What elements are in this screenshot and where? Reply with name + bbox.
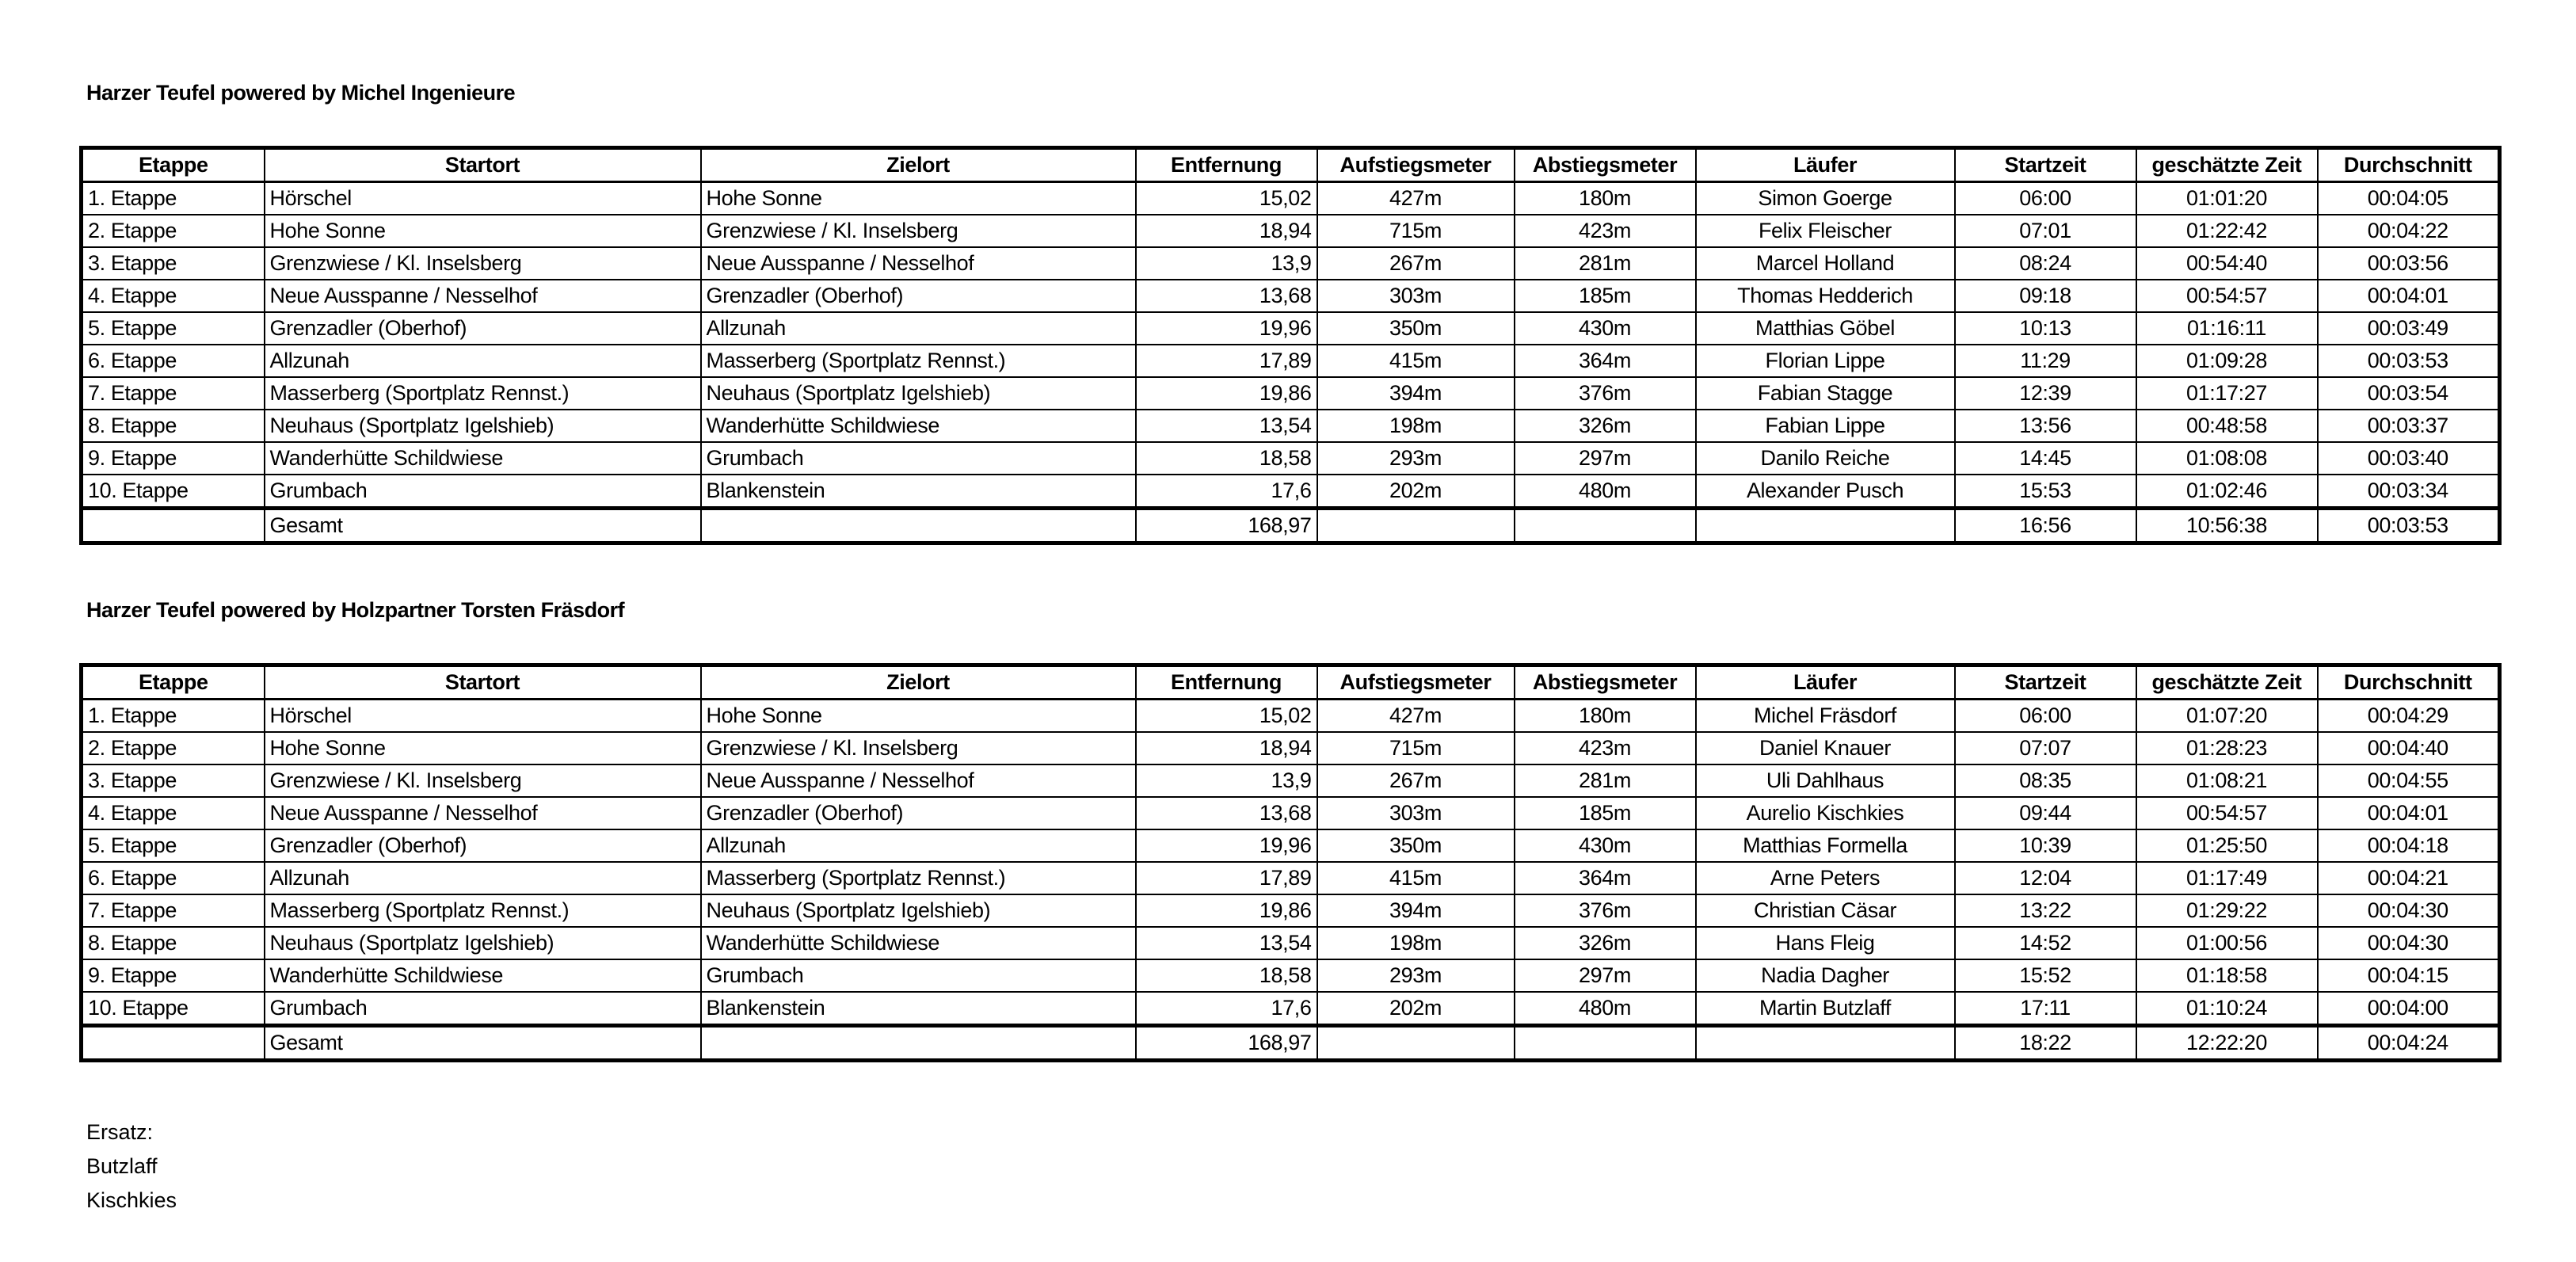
cell-laeufer: Florian Lippe	[1696, 345, 1955, 377]
cell-startort: Hörschel	[265, 700, 701, 733]
total-row	[82, 509, 2500, 543]
cell-abstiegsmeter: 364m	[1515, 345, 1696, 377]
cell-startort: Masserberg (Sportplatz Rennst.)	[265, 377, 701, 410]
total-cell-zielort	[701, 1026, 1136, 1061]
total-cell-entfernung: 168,97	[1136, 1026, 1317, 1061]
column-header-zielort: Zielort	[701, 148, 1136, 182]
table-row	[82, 475, 2500, 509]
cell-aufstiegsmeter: 267m	[1317, 764, 1515, 797]
cell-zielort: Wanderhütte Schildwiese	[701, 927, 1136, 959]
cell-aufstiegsmeter: 415m	[1317, 345, 1515, 377]
cell-startort: Hohe Sonne	[265, 732, 701, 764]
cell-durchschnitt: 00:03:53	[2318, 345, 2500, 377]
cell-zielort: Grenzadler (Oberhof)	[701, 797, 1136, 829]
cell-etappe: 10. Etappe	[82, 475, 265, 509]
total-cell-startort: Gesamt	[265, 1026, 701, 1061]
cell-zielort: Hohe Sonne	[701, 700, 1136, 733]
table-title: Harzer Teufel powered by Michel Ingenieure	[86, 81, 516, 105]
column-header-startort: Startort	[265, 148, 701, 182]
cell-aufstiegsmeter: 427m	[1317, 182, 1515, 215]
cell-startzeit: 10:39	[1955, 829, 2136, 862]
cell-laeufer: Fabian Lippe	[1696, 410, 1955, 442]
cell-startzeit: 11:29	[1955, 345, 2136, 377]
cell-durchschnitt: 00:04:30	[2318, 927, 2500, 959]
cell-durchschnitt: 00:04:30	[2318, 894, 2500, 927]
cell-etappe: 1. Etappe	[82, 182, 265, 215]
cell-startzeit: 06:00	[1955, 182, 2136, 215]
cell-etappe: 9. Etappe	[82, 442, 265, 475]
table-row	[82, 377, 2500, 410]
header-row	[82, 665, 2500, 700]
cell-startort: Grenzwiese / Kl. Inselsberg	[265, 764, 701, 797]
cell-zielort: Neue Ausspanne / Nesselhof	[701, 247, 1136, 280]
cell-laeufer: Hans Fleig	[1696, 927, 1955, 959]
cell-aufstiegsmeter: 293m	[1317, 442, 1515, 475]
column-header-aufstiegsmeter: Aufstiegsmeter	[1317, 148, 1515, 182]
cell-laeufer: Aurelio Kischkies	[1696, 797, 1955, 829]
total-row	[82, 1026, 2500, 1061]
cell-zielort: Grenzwiese / Kl. Inselsberg	[701, 215, 1136, 247]
cell-zielort: Wanderhütte Schildwiese	[701, 410, 1136, 442]
column-header-aufstiegsmeter: Aufstiegsmeter	[1317, 665, 1515, 700]
cell-etappe: 9. Etappe	[82, 959, 265, 992]
cell-startort: Neue Ausspanne / Nesselhof	[265, 280, 701, 312]
cell-aufstiegsmeter: 198m	[1317, 927, 1515, 959]
cell-entfernung: 18,94	[1136, 732, 1317, 764]
cell-laeufer: Thomas Hedderich	[1696, 280, 1955, 312]
column-header-laeufer: Läufer	[1696, 148, 1955, 182]
cell-durchschnitt: 00:04:55	[2318, 764, 2500, 797]
cell-zielort: Grenzadler (Oberhof)	[701, 280, 1136, 312]
cell-laeufer: Alexander Pusch	[1696, 475, 1955, 509]
cell-abstiegsmeter: 281m	[1515, 764, 1696, 797]
table-row	[82, 862, 2500, 894]
cell-abstiegsmeter: 326m	[1515, 927, 1696, 959]
substitutes-label: Ersatz:	[86, 1120, 154, 1144]
cell-etappe: 7. Etappe	[82, 377, 265, 410]
cell-etappe: 8. Etappe	[82, 927, 265, 959]
cell-startzeit: 09:18	[1955, 280, 2136, 312]
cell-startzeit: 07:07	[1955, 732, 2136, 764]
column-header-entfernung: Entfernung	[1136, 148, 1317, 182]
cell-startort: Grumbach	[265, 992, 701, 1026]
cell-entfernung: 13,9	[1136, 247, 1317, 280]
cell-laeufer: Martin Butzlaff	[1696, 992, 1955, 1026]
table-row	[82, 215, 2500, 247]
cell-aufstiegsmeter: 303m	[1317, 797, 1515, 829]
cell-startzeit: 13:22	[1955, 894, 2136, 927]
cell-zielort: Masserberg (Sportplatz Rennst.)	[701, 862, 1136, 894]
cell-entfernung: 18,58	[1136, 442, 1317, 475]
table-row	[82, 992, 2500, 1026]
column-header-etappe: Etappe	[82, 148, 265, 182]
cell-geschaetzte-zeit: 01:01:20	[2136, 182, 2318, 215]
cell-entfernung: 13,68	[1136, 280, 1317, 312]
cell-abstiegsmeter: 423m	[1515, 215, 1696, 247]
cell-abstiegsmeter: 297m	[1515, 959, 1696, 992]
cell-laeufer: Marcel Holland	[1696, 247, 1955, 280]
cell-geschaetzte-zeit: 01:00:56	[2136, 927, 2318, 959]
column-header-abstiegsmeter: Abstiegsmeter	[1515, 148, 1696, 182]
cell-laeufer: Felix Fleischer	[1696, 215, 1955, 247]
cell-geschaetzte-zeit: 01:16:11	[2136, 312, 2318, 345]
cell-abstiegsmeter: 480m	[1515, 992, 1696, 1026]
cell-laeufer: Uli Dahlhaus	[1696, 764, 1955, 797]
cell-durchschnitt: 00:04:00	[2318, 992, 2500, 1026]
substitutes-section	[86, 1115, 177, 1218]
cell-aufstiegsmeter: 198m	[1317, 410, 1515, 442]
cell-geschaetzte-zeit: 01:17:49	[2136, 862, 2318, 894]
cell-startzeit: 08:35	[1955, 764, 2136, 797]
cell-abstiegsmeter: 430m	[1515, 829, 1696, 862]
cell-abstiegsmeter: 297m	[1515, 442, 1696, 475]
cell-abstiegsmeter: 185m	[1515, 280, 1696, 312]
column-header-laeufer: Läufer	[1696, 665, 1955, 700]
stage-table-holzpartner-fraesdorf	[79, 663, 2502, 1062]
cell-geschaetzte-zeit: 01:08:08	[2136, 442, 2318, 475]
table-row	[82, 894, 2500, 927]
cell-durchschnitt: 00:03:40	[2318, 442, 2500, 475]
total-cell-laeufer	[1696, 509, 1955, 543]
cell-aufstiegsmeter: 303m	[1317, 280, 1515, 312]
cell-laeufer: Simon Goerge	[1696, 182, 1955, 215]
cell-zielort: Blankenstein	[701, 992, 1136, 1026]
cell-geschaetzte-zeit: 01:09:28	[2136, 345, 2318, 377]
column-header-startort: Startort	[265, 665, 701, 700]
total-cell-startzeit: 18:22	[1955, 1026, 2136, 1061]
cell-startort: Hörschel	[265, 182, 701, 215]
cell-zielort: Neuhaus (Sportplatz Igelshieb)	[701, 377, 1136, 410]
cell-entfernung: 17,6	[1136, 475, 1317, 509]
cell-etappe: 1. Etappe	[82, 700, 265, 733]
cell-startzeit: 17:11	[1955, 992, 2136, 1026]
column-header-geschaetzte-zeit: geschätzte Zeit	[2136, 665, 2318, 700]
cell-entfernung: 17,6	[1136, 992, 1317, 1026]
cell-abstiegsmeter: 423m	[1515, 732, 1696, 764]
total-cell-laeufer	[1696, 1026, 1955, 1061]
cell-geschaetzte-zeit: 01:25:50	[2136, 829, 2318, 862]
cell-abstiegsmeter: 430m	[1515, 312, 1696, 345]
cell-durchschnitt: 00:04:40	[2318, 732, 2500, 764]
cell-zielort: Hohe Sonne	[701, 182, 1136, 215]
total-cell-etappe	[82, 1026, 265, 1061]
cell-etappe: 2. Etappe	[82, 732, 265, 764]
total-cell-aufstiegsmeter	[1317, 1026, 1515, 1061]
stage-table-michel-ingenieure	[79, 146, 2502, 545]
cell-startort: Neuhaus (Sportplatz Igelshieb)	[265, 927, 701, 959]
cell-durchschnitt: 00:03:54	[2318, 377, 2500, 410]
cell-aufstiegsmeter: 202m	[1317, 475, 1515, 509]
cell-geschaetzte-zeit: 00:54:57	[2136, 280, 2318, 312]
cell-etappe: 8. Etappe	[82, 410, 265, 442]
cell-geschaetzte-zeit: 01:10:24	[2136, 992, 2318, 1026]
header-row	[82, 148, 2500, 182]
total-cell-geschaetzte-zeit: 12:22:20	[2136, 1026, 2318, 1061]
cell-geschaetzte-zeit: 00:54:57	[2136, 797, 2318, 829]
column-header-zielort: Zielort	[701, 665, 1136, 700]
cell-geschaetzte-zeit: 00:48:58	[2136, 410, 2318, 442]
cell-startzeit: 09:44	[1955, 797, 2136, 829]
cell-entfernung: 13,68	[1136, 797, 1317, 829]
cell-geschaetzte-zeit: 01:02:46	[2136, 475, 2318, 509]
total-cell-abstiegsmeter	[1515, 1026, 1696, 1061]
cell-entfernung: 17,89	[1136, 345, 1317, 377]
cell-abstiegsmeter: 376m	[1515, 377, 1696, 410]
cell-etappe: 4. Etappe	[82, 797, 265, 829]
total-cell-startort: Gesamt	[265, 509, 701, 543]
total-cell-entfernung: 168,97	[1136, 509, 1317, 543]
cell-laeufer: Arne Peters	[1696, 862, 1955, 894]
cell-aufstiegsmeter: 293m	[1317, 959, 1515, 992]
cell-startort: Wanderhütte Schildwiese	[265, 442, 701, 475]
table-row	[82, 959, 2500, 992]
cell-aufstiegsmeter: 415m	[1317, 862, 1515, 894]
cell-geschaetzte-zeit: 01:18:58	[2136, 959, 2318, 992]
cell-durchschnitt: 00:04:01	[2318, 797, 2500, 829]
cell-laeufer: Matthias Göbel	[1696, 312, 1955, 345]
cell-durchschnitt: 00:04:29	[2318, 700, 2500, 733]
cell-geschaetzte-zeit: 01:28:23	[2136, 732, 2318, 764]
column-header-startzeit: Startzeit	[1955, 148, 2136, 182]
table-row	[82, 410, 2500, 442]
cell-abstiegsmeter: 180m	[1515, 182, 1696, 215]
table-row	[82, 764, 2500, 797]
table-row	[82, 732, 2500, 764]
column-header-abstiegsmeter: Abstiegsmeter	[1515, 665, 1696, 700]
cell-startort: Grumbach	[265, 475, 701, 509]
total-cell-durchschnitt: 00:03:53	[2318, 509, 2500, 543]
cell-startort: Hohe Sonne	[265, 215, 701, 247]
cell-startzeit: 07:01	[1955, 215, 2136, 247]
cell-startort: Grenzadler (Oberhof)	[265, 312, 701, 345]
substitute-name: Kischkies	[86, 1188, 177, 1212]
column-header-etappe: Etappe	[82, 665, 265, 700]
cell-startzeit: 13:56	[1955, 410, 2136, 442]
cell-etappe: 2. Etappe	[82, 215, 265, 247]
total-cell-startzeit: 16:56	[1955, 509, 2136, 543]
total-cell-durchschnitt: 00:04:24	[2318, 1026, 2500, 1061]
cell-startort: Neuhaus (Sportplatz Igelshieb)	[265, 410, 701, 442]
cell-laeufer: Daniel Knauer	[1696, 732, 1955, 764]
cell-aufstiegsmeter: 715m	[1317, 732, 1515, 764]
column-header-entfernung: Entfernung	[1136, 665, 1317, 700]
cell-startort: Neue Ausspanne / Nesselhof	[265, 797, 701, 829]
cell-abstiegsmeter: 364m	[1515, 862, 1696, 894]
cell-etappe: 5. Etappe	[82, 312, 265, 345]
cell-abstiegsmeter: 180m	[1515, 700, 1696, 733]
cell-etappe: 3. Etappe	[82, 247, 265, 280]
cell-abstiegsmeter: 376m	[1515, 894, 1696, 927]
cell-entfernung: 18,94	[1136, 215, 1317, 247]
cell-etappe: 5. Etappe	[82, 829, 265, 862]
cell-startzeit: 14:52	[1955, 927, 2136, 959]
table-row	[82, 247, 2500, 280]
cell-durchschnitt: 00:03:37	[2318, 410, 2500, 442]
cell-durchschnitt: 00:04:22	[2318, 215, 2500, 247]
column-header-geschaetzte-zeit: geschätzte Zeit	[2136, 148, 2318, 182]
table-title: Harzer Teufel powered by Holzpartner Torsten Fräsdorf	[86, 598, 625, 622]
cell-aufstiegsmeter: 267m	[1317, 247, 1515, 280]
cell-geschaetzte-zeit: 01:08:21	[2136, 764, 2318, 797]
cell-aufstiegsmeter: 715m	[1317, 215, 1515, 247]
cell-laeufer: Matthias Formella	[1696, 829, 1955, 862]
table-row	[82, 312, 2500, 345]
table-row	[82, 829, 2500, 862]
cell-startzeit: 12:04	[1955, 862, 2136, 894]
table-row	[82, 797, 2500, 829]
substitute-name: Butzlaff	[86, 1154, 158, 1178]
cell-entfernung: 15,02	[1136, 182, 1317, 215]
total-cell-geschaetzte-zeit: 10:56:38	[2136, 509, 2318, 543]
cell-geschaetzte-zeit: 01:29:22	[2136, 894, 2318, 927]
cell-geschaetzte-zeit: 01:22:42	[2136, 215, 2318, 247]
cell-etappe: 6. Etappe	[82, 862, 265, 894]
cell-startort: Masserberg (Sportplatz Rennst.)	[265, 894, 701, 927]
cell-laeufer: Fabian Stagge	[1696, 377, 1955, 410]
cell-entfernung: 18,58	[1136, 959, 1317, 992]
cell-entfernung: 17,89	[1136, 862, 1317, 894]
total-cell-etappe	[82, 509, 265, 543]
cell-durchschnitt: 00:04:15	[2318, 959, 2500, 992]
cell-geschaetzte-zeit: 01:17:27	[2136, 377, 2318, 410]
cell-abstiegsmeter: 326m	[1515, 410, 1696, 442]
cell-aufstiegsmeter: 427m	[1317, 700, 1515, 733]
cell-zielort: Blankenstein	[701, 475, 1136, 509]
cell-geschaetzte-zeit: 01:07:20	[2136, 700, 2318, 733]
cell-durchschnitt: 00:03:56	[2318, 247, 2500, 280]
cell-etappe: 3. Etappe	[82, 764, 265, 797]
cell-zielort: Allzunah	[701, 829, 1136, 862]
cell-startort: Wanderhütte Schildwiese	[265, 959, 701, 992]
cell-zielort: Grumbach	[701, 442, 1136, 475]
cell-abstiegsmeter: 185m	[1515, 797, 1696, 829]
cell-durchschnitt: 00:03:49	[2318, 312, 2500, 345]
cell-etappe: 10. Etappe	[82, 992, 265, 1026]
cell-abstiegsmeter: 281m	[1515, 247, 1696, 280]
cell-geschaetzte-zeit: 00:54:40	[2136, 247, 2318, 280]
cell-etappe: 6. Etappe	[82, 345, 265, 377]
cell-entfernung: 19,86	[1136, 894, 1317, 927]
cell-durchschnitt: 00:04:05	[2318, 182, 2500, 215]
cell-startzeit: 06:00	[1955, 700, 2136, 733]
cell-startzeit: 12:39	[1955, 377, 2136, 410]
cell-aufstiegsmeter: 202m	[1317, 992, 1515, 1026]
total-cell-abstiegsmeter	[1515, 509, 1696, 543]
cell-aufstiegsmeter: 350m	[1317, 312, 1515, 345]
cell-etappe: 7. Etappe	[82, 894, 265, 927]
cell-entfernung: 15,02	[1136, 700, 1317, 733]
cell-zielort: Neuhaus (Sportplatz Igelshieb)	[701, 894, 1136, 927]
cell-startort: Grenzwiese / Kl. Inselsberg	[265, 247, 701, 280]
cell-entfernung: 13,54	[1136, 927, 1317, 959]
cell-entfernung: 19,96	[1136, 312, 1317, 345]
total-cell-aufstiegsmeter	[1317, 509, 1515, 543]
cell-entfernung: 13,9	[1136, 764, 1317, 797]
cell-zielort: Allzunah	[701, 312, 1136, 345]
cell-laeufer: Christian Cäsar	[1696, 894, 1955, 927]
column-header-durchschnitt: Durchschnitt	[2318, 148, 2500, 182]
table-row	[82, 345, 2500, 377]
cell-aufstiegsmeter: 394m	[1317, 377, 1515, 410]
cell-etappe: 4. Etappe	[82, 280, 265, 312]
cell-entfernung: 19,86	[1136, 377, 1317, 410]
column-header-startzeit: Startzeit	[1955, 665, 2136, 700]
cell-startzeit: 10:13	[1955, 312, 2136, 345]
cell-startort: Allzunah	[265, 862, 701, 894]
total-cell-zielort	[701, 509, 1136, 543]
cell-laeufer: Michel Fräsdorf	[1696, 700, 1955, 733]
cell-durchschnitt: 00:04:18	[2318, 829, 2500, 862]
cell-entfernung: 19,96	[1136, 829, 1317, 862]
cell-startort: Grenzadler (Oberhof)	[265, 829, 701, 862]
table-row	[82, 700, 2500, 733]
cell-zielort: Grumbach	[701, 959, 1136, 992]
cell-startzeit: 08:24	[1955, 247, 2136, 280]
cell-startzeit: 15:53	[1955, 475, 2136, 509]
column-header-durchschnitt: Durchschnitt	[2318, 665, 2500, 700]
cell-aufstiegsmeter: 394m	[1317, 894, 1515, 927]
cell-aufstiegsmeter: 350m	[1317, 829, 1515, 862]
cell-entfernung: 13,54	[1136, 410, 1317, 442]
table-row	[82, 280, 2500, 312]
table-row	[82, 927, 2500, 959]
cell-durchschnitt: 00:04:01	[2318, 280, 2500, 312]
cell-durchschnitt: 00:04:21	[2318, 862, 2500, 894]
cell-startzeit: 14:45	[1955, 442, 2136, 475]
cell-laeufer: Nadia Dagher	[1696, 959, 1955, 992]
cell-laeufer: Danilo Reiche	[1696, 442, 1955, 475]
cell-zielort: Neue Ausspanne / Nesselhof	[701, 764, 1136, 797]
cell-startzeit: 15:52	[1955, 959, 2136, 992]
cell-zielort: Masserberg (Sportplatz Rennst.)	[701, 345, 1136, 377]
cell-zielort: Grenzwiese / Kl. Inselsberg	[701, 732, 1136, 764]
cell-startort: Allzunah	[265, 345, 701, 377]
cell-abstiegsmeter: 480m	[1515, 475, 1696, 509]
cell-durchschnitt: 00:03:34	[2318, 475, 2500, 509]
table-row	[82, 442, 2500, 475]
table-row	[82, 182, 2500, 215]
